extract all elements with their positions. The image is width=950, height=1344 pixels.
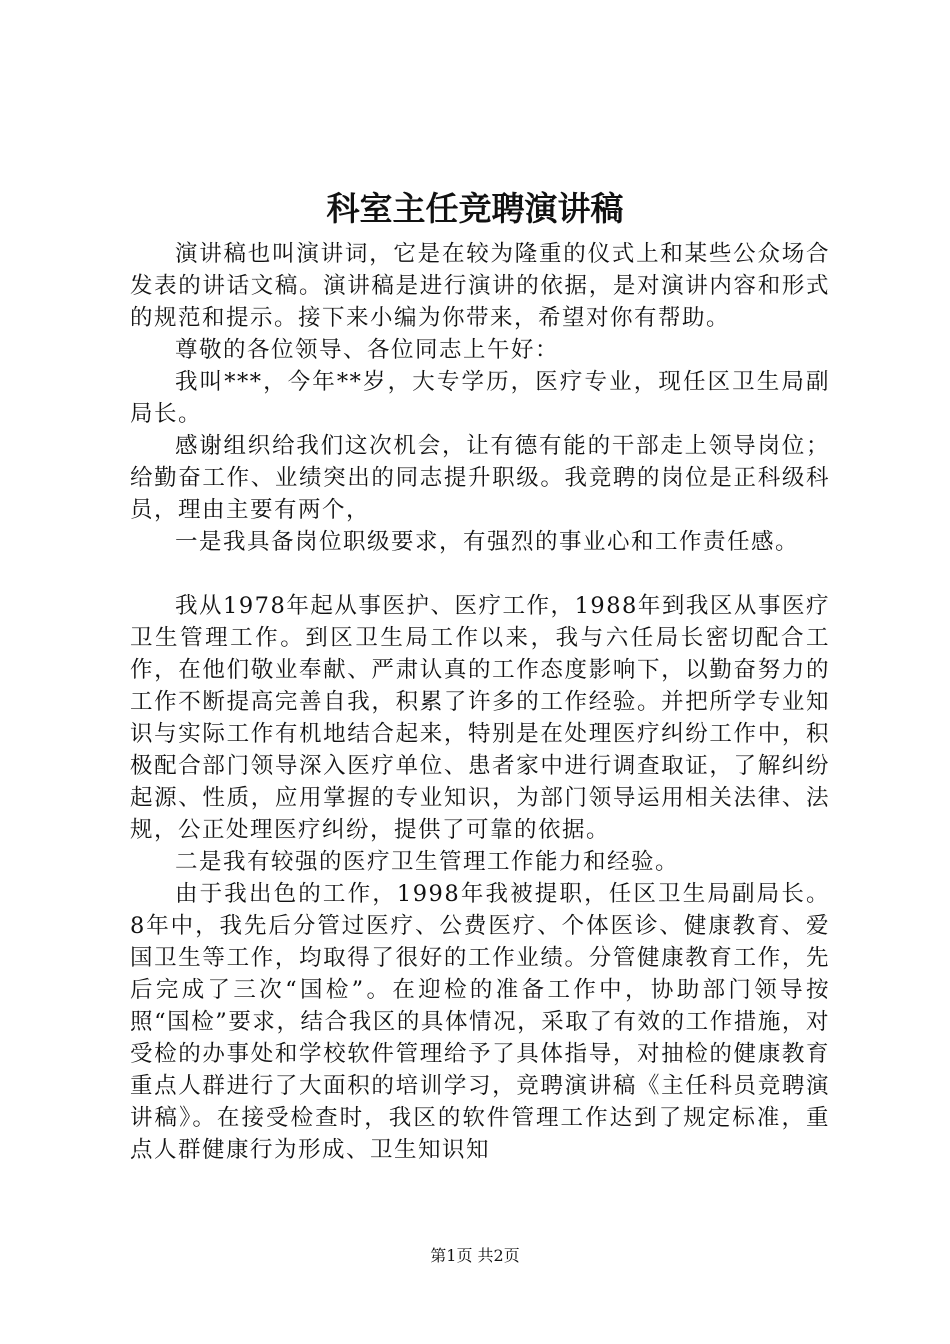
paragraph-thanks: 感谢组织给我们这次机会，让有德有能的干部走上领导岗位；给勤奋工作、业绩突出的同志提升职级。我竞聘的岗位是正科级科员，理由主要有两个， xyxy=(130,433,830,523)
paragraph-greeting: 尊敬的各位领导、各位同志上午好： xyxy=(175,337,560,363)
paragraph-reason-one: 一是我具备岗位职级要求，有强烈的事业心和工作责任感。 xyxy=(175,529,800,555)
document-body xyxy=(130,238,830,1166)
page-number-footer: 第1页 共2页 xyxy=(430,1246,520,1265)
document-title: 科室主任竞聘演讲稿 xyxy=(326,189,624,228)
paragraph-intro: 演讲稿也叫演讲词，它是在较为隆重的仪式上和某些公众场合发表的讲话文稿。演讲稿是进行演讲的依据，是对演讲内容和形式的规范和提示。接下来小编为你带来，希望对你有帮助。 xyxy=(130,241,830,331)
paragraph-experience: 我从1978年起从事医护、医疗工作，1988年到我区从事医疗卫生管理工作。到区卫生局工作以来，我与六任局长密切配合工作，在他们敬业奉献、严肃认真的工作态度影响下，以勤奋努力的工作不断提高完善自我，积累了许多的工作经验。并把所学专业知识与实际工作有机地结合起来，特别是在处理医疗纠纷工作中，积极配合部门领导深入医疗单位、患者家中进行调查取证，了解纠纷起源、性质，应用掌握的专业知识，为部门领导运用相关法律、法规，公正处理医疗纠纷，提供了可靠的依据。 xyxy=(130,593,830,843)
paragraph-self-intro: 我叫***，今年**岁，大专学历，医疗专业，现任区卫生局副局长。 xyxy=(130,369,830,427)
paragraph-reason-two: 二是我有较强的医疗卫生管理工作能力和经验。 xyxy=(175,849,680,875)
paragraph-achievements: 由于我出色的工作，1998年我被提职，任区卫生局副局长。8年中，我先后分管过医疗、公费医疗、个体医诊、健康教育、爱国卫生等工作，均取得了很好的工作业绩。分管健康教育工作，先后完成了三次“国检”。在迎检的准备工作中，协助部门领导按照“国检”要求，结合我区的具体情况，采取了有效的工作措施，对受检的办事处和学校软件管理给予了具体指导，对抽检的健康教育重点人群进行了大面积的培训学习，竞聘演讲稿《主任科员竞聘演讲稿》。在接受检查时，我区的软件管理工作达到了规定标准，重点人群健康行为形成、卫生知识知 xyxy=(130,881,830,1163)
